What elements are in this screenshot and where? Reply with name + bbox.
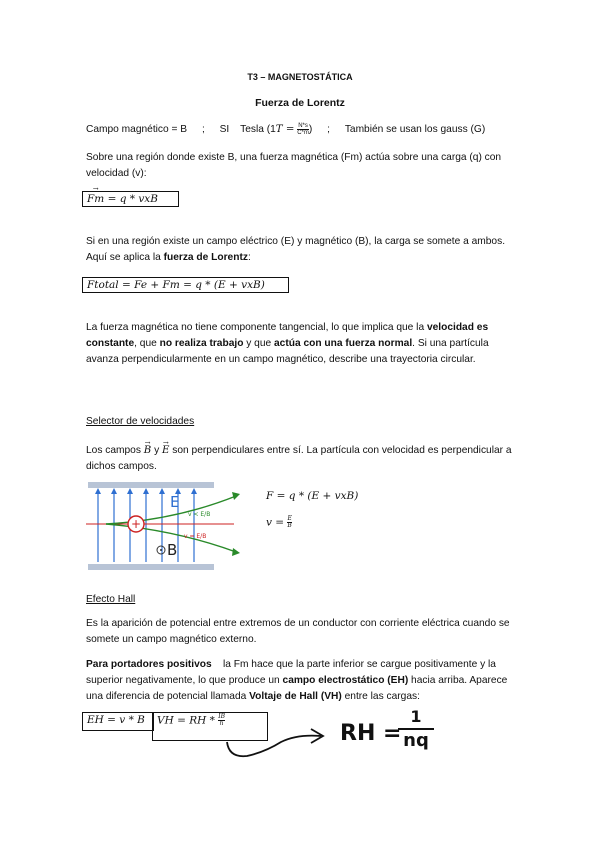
sel-text-b: son perpendiculares entre sí. La partícula con velocidad es perpendicular a dichos campos. (86, 445, 512, 472)
v-num: E (287, 515, 292, 522)
heading-efecto-hall: Efecto Hall (86, 594, 136, 605)
paragraph-lorentz (86, 234, 516, 266)
v-den: B (287, 522, 292, 529)
tesla-den: C*m (297, 130, 309, 136)
paragraph-fm: Sobre una región donde existe B, una fuerza magnética (Fm) actúa sobre una carga (q) con velocidad (v): (86, 152, 502, 179)
bottom-plate (88, 564, 214, 570)
lorentz-bold: fuerza de Lorentz (163, 252, 248, 263)
paragraph-portadores (86, 657, 516, 705)
hall-t2: hacia arriba. Aparece una diferencia de potencial llamada (86, 675, 508, 702)
label-v-equal: v = E/B (184, 533, 207, 540)
handwritten-arrow (225, 712, 335, 764)
lorentz-colon: : (247, 252, 251, 263)
paragraph-selector (86, 443, 516, 475)
vh-eq: VH = RH * (157, 714, 215, 727)
hall-b3: Voltaje de Hall (VH) (249, 691, 342, 702)
vh-fraction (218, 714, 225, 727)
label-E: E (170, 493, 180, 511)
p3-t2: , que (134, 338, 160, 349)
handwritten-den: nq (403, 730, 429, 751)
vh-num: IB (218, 713, 225, 720)
p3-t3: y que (243, 338, 275, 349)
separator: ; (327, 124, 330, 136)
document-title: T3 – MAGNETOSTÁTICA (247, 72, 353, 82)
gauss-text: También se usan los gauss (G) (344, 124, 486, 136)
v-eq: v = (266, 516, 285, 529)
label-v-less: v < E/B (188, 511, 211, 518)
equation-ftotal: Ftotal = Fe + Fm = q * (E + vxB) (82, 277, 289, 293)
p3-b2: no realiza trabajo (159, 338, 244, 349)
tesla-close: ) (308, 124, 313, 136)
si-text: SI (219, 124, 230, 136)
vh-den: h (219, 720, 224, 727)
equation-selector-force: F = q * (E + vxB) (266, 490, 359, 502)
sel-b: → B (144, 443, 152, 459)
sel-text-a: Los campos (86, 445, 144, 456)
equation-eh: EH = v * B (82, 712, 154, 731)
p3-t4: . Si una partícula avanza perpendicularmente en un campo magnético, describe una trayectoria circular. (86, 338, 489, 365)
section-title-lorentz: Fuerza de Lorentz (255, 97, 345, 109)
equation-selector-velocity (266, 516, 292, 529)
intro-line (86, 123, 485, 136)
separator: ; (201, 124, 205, 136)
label-B: B (167, 541, 178, 559)
sel-e: → E (162, 443, 169, 459)
tesla-fraction (297, 123, 309, 136)
hall-b1: Para portadores positivos (86, 659, 212, 670)
hall-t1: la Fm hace que la parte inferior se cargue positivamente y la superior negativamente, lo que produce un (86, 659, 499, 686)
handwritten-num: 1 (410, 707, 422, 726)
equation-fm (82, 191, 179, 207)
plus-sign: + (131, 517, 142, 531)
field-arrowheads (95, 488, 197, 494)
paragraph-hall: Es la aparición de potencial entre extremos de un conductor con corriente eléctrica cuando se somete un campo magnético externo. (86, 618, 510, 645)
p3-t1: La fuerza magnética no tiene componente tangencial, lo que implica que la (86, 322, 427, 333)
handwritten-rh: RH = (340, 721, 402, 746)
fm-rhs: = q * vxB (107, 193, 158, 205)
top-plate (88, 482, 214, 488)
tesla-text: Tesla (1 (240, 124, 276, 136)
p3-b3: actúa con una fuerza normal (274, 338, 413, 349)
field-lines (98, 492, 194, 562)
lorentz-text: Si en una región existe un campo eléctrico (E) y magnético (B), la carga se somete a ambos. Aquí se aplica la (86, 236, 506, 263)
heading-selector-velocidades: Selector de velocidades (86, 416, 195, 427)
tesla-eq: T = (275, 124, 295, 136)
sel-y: y (151, 445, 163, 456)
p3-b1: velocidad es constante (86, 322, 489, 349)
fm-symbol: → Fm (87, 193, 104, 205)
tesla-num: N*s (298, 123, 308, 129)
paragraph-fuerza-magnetica (86, 320, 516, 368)
velocity-selector-diagram (86, 480, 244, 572)
campo-text: Campo magnético = B (86, 124, 188, 136)
v-fraction (287, 516, 291, 529)
hall-b2: campo electrostático (EH) (282, 675, 409, 686)
hall-t3: entre las cargas: (341, 691, 420, 702)
